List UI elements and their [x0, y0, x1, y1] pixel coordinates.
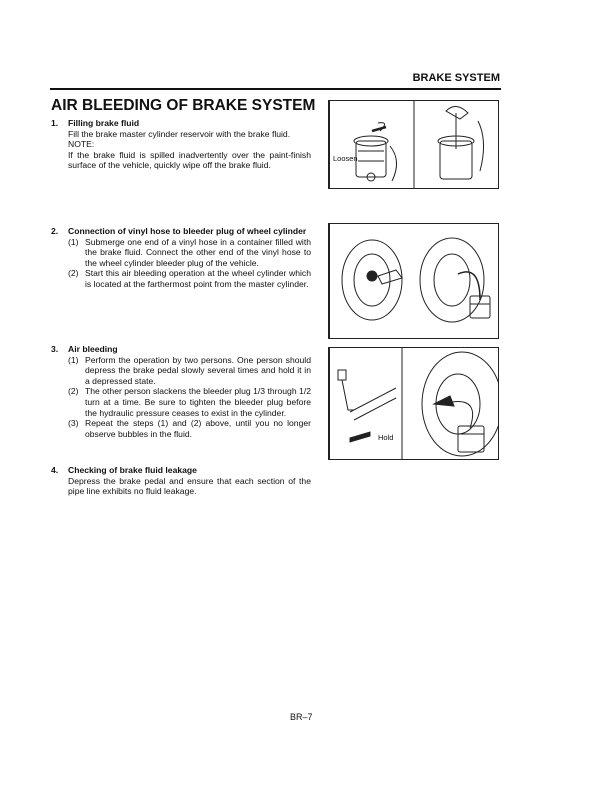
section-header: BRAKE SYSTEM [412, 72, 500, 84]
section-number: 3. [51, 344, 59, 354]
section-heading: Filling brake fluid [68, 118, 140, 128]
section-number: 1. [51, 118, 59, 128]
section-leak-check [51, 465, 311, 497]
section-heading: Checking of brake fluid leakage [68, 465, 197, 475]
section-filling [51, 118, 311, 171]
step: (2) Start this air bleeding operation at the wheel cylinder which is located at the farthermost point from the master cylinder. [68, 268, 311, 289]
step: (1) Perform the operation by two persons. One person should depress the brake pedal slowly several times and hold it in a depressed state. [68, 354, 311, 386]
section-heading: Connection of vinyl hose to bleeder plug of wheel cylinder [68, 226, 307, 236]
figure-vinyl-hose [328, 223, 499, 339]
paragraph: Fill the brake master cylinder reservoir with the brake fluid. [68, 128, 291, 139]
section-heading: Air bleeding [68, 344, 118, 354]
figure-air-bleeding [328, 347, 499, 460]
note-text: If the brake fluid is spilled inadvertently over the paint-finish surface of the vehicle, quickly wipe off the brake fluid. [68, 149, 311, 171]
header-rule [50, 88, 501, 90]
figure-reservoir [328, 100, 499, 189]
note-label: NOTE: [68, 139, 95, 150]
page-number: BR–7 [290, 712, 313, 722]
section-air-bleeding [51, 344, 311, 439]
step: (3) Repeat the steps (1) and (2) above, until you no longer observe bubbles in the fluid. [68, 418, 311, 439]
section-number: 4. [51, 465, 59, 475]
step: (1) Submerge one end of a vinyl hose in a container filled with the brake fluid. Connect the other end of the vinyl hose to the wheel cylinder bleeder plug of the vehicle. [68, 236, 311, 268]
paragraph: Depress the brake pedal and ensure that each section of the pipe line exhibits no fluid leakage. [68, 475, 311, 497]
section-vinyl-hose [51, 226, 311, 290]
step: (2) The other person slackens the bleeder plug 1/3 through 1/2 turn at a time. Be sure to tighten the bleeder plug before the hydraulic pressure ceases to exist in the cylinder. [68, 386, 311, 418]
hold-label: Hold [378, 433, 394, 442]
loosen-label: Loosen [333, 154, 358, 163]
section-number: 2. [51, 226, 59, 236]
page-title: AIR BLEEDING OF BRAKE SYSTEM [51, 97, 316, 114]
